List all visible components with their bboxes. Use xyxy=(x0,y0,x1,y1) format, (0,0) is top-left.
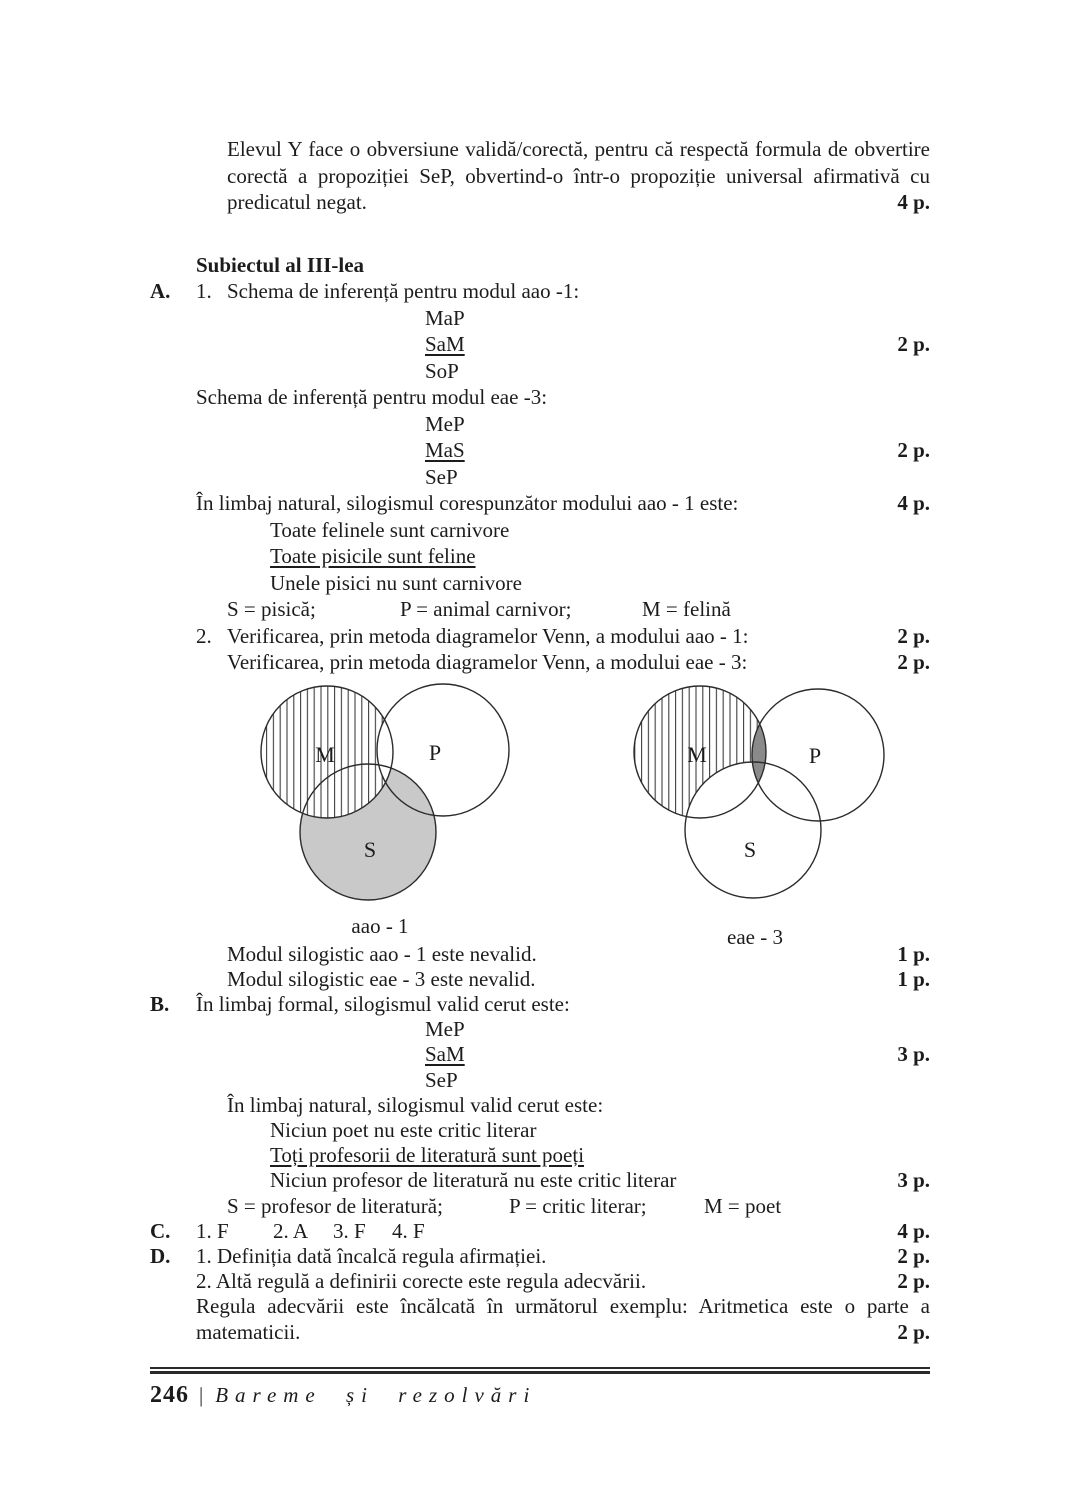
syllogism-premise: Toate felinele sunt carnivore xyxy=(270,517,510,542)
item-text: Schema de inferență pentru modul aao -1: xyxy=(227,279,580,303)
row-a-item2 xyxy=(150,623,930,650)
result-text: Modul silogistic aao - 1 este nevalid. xyxy=(227,941,537,966)
section-heading: Subiectul al III-lea xyxy=(196,252,365,277)
footer-rule xyxy=(150,1367,930,1374)
diagram-caption-eae3: eae - 3 xyxy=(727,924,783,949)
legend-s: S = profesor de literatură; xyxy=(227,1193,443,1218)
row-schema1-p1 xyxy=(150,305,930,332)
item-number: 1. xyxy=(196,279,212,303)
row-c xyxy=(150,1219,930,1244)
points-label: 1 p. xyxy=(897,941,930,966)
row-syllogism-premise2 xyxy=(150,543,930,570)
legend-s: S = pisică; xyxy=(227,597,316,621)
row-b-premise2 xyxy=(150,1143,930,1168)
item-text: 2. Altă regulă a definirii corecte este regula adecvării. xyxy=(196,1269,647,1294)
venn-label-s: S xyxy=(743,836,757,862)
syllogism-premise-underlined: Toți profesorii de literatură sunt poeți xyxy=(270,1143,585,1168)
footer-separator: | xyxy=(199,1383,204,1407)
row-b-premise1 xyxy=(150,1118,930,1143)
item-text: Verificarea, prin metoda diagramelor Venn, a modului aao - 1: xyxy=(227,623,749,648)
page-content xyxy=(150,0,930,1345)
row-b-schema-p1 xyxy=(150,1017,930,1042)
formula-line xyxy=(425,1068,930,1093)
item-text: În limbaj natural, silogismul corespunzător modului aao - 1 este: xyxy=(196,491,739,515)
lower-section xyxy=(150,942,930,1345)
row-b-intro xyxy=(150,992,930,1017)
venn-diagrams-block xyxy=(150,682,930,949)
row-natural-intro xyxy=(150,490,930,517)
item-letter-c: C. xyxy=(150,1218,171,1243)
row-schema2-intro xyxy=(150,384,930,411)
formula-line xyxy=(425,331,897,358)
venn-label-m: M xyxy=(687,741,707,767)
item-text: În limbaj formal, silogismul valid cerut este: xyxy=(196,991,570,1016)
formula-conclusion: SeP xyxy=(425,464,458,489)
formula-line xyxy=(425,358,930,385)
result-text: Modul silogistic eae - 3 este nevalid. xyxy=(227,966,536,991)
row-d-item1 xyxy=(150,1244,930,1269)
row-b-schema-conclusion xyxy=(150,1068,930,1093)
formula-premise1: MeP xyxy=(425,1017,465,1042)
points-label: 2 p. xyxy=(897,1269,930,1294)
row-legend-b xyxy=(150,1194,930,1219)
formula-line xyxy=(425,305,930,332)
venn-label-p: P xyxy=(428,739,442,765)
row-syllogism-conclusion xyxy=(150,570,930,597)
legend-p: P = critic literar; xyxy=(509,1193,647,1218)
syllogism-premise xyxy=(270,1143,930,1168)
item-letter-d: D. xyxy=(150,1243,171,1268)
item-letter-b: B. xyxy=(150,991,170,1016)
row-b-schema-p2 xyxy=(150,1042,930,1067)
points-label: 2 p. xyxy=(897,1319,930,1344)
row-b-natural-intro xyxy=(150,1093,930,1118)
points-label: 4 p. xyxy=(897,491,930,515)
row-schema1-p2 xyxy=(150,331,930,358)
footer-rule-thin xyxy=(150,1367,930,1369)
footer-text xyxy=(150,1382,930,1409)
intro-paragraph: Elevul Y face o obversiune validă/corectă, pentru că respectă formula de obvertire corectă a propoziției SeP, obvertind-o într-o propoziție universal afirmativă cu predicatul negat. xyxy=(227,137,930,214)
item-text: Verificarea, prin metoda diagramelor Venn, a modului eae - 3: xyxy=(227,650,748,674)
answers-line xyxy=(196,1219,897,1244)
points-label: 2 p. xyxy=(897,623,930,648)
row-d-item2 xyxy=(150,1269,930,1294)
formula-line xyxy=(425,437,897,464)
syllogism-conclusion: Niciun profesor de literatură nu este critic literar xyxy=(270,1168,677,1193)
answer-4: 4. F xyxy=(392,1218,425,1243)
answer-1: 1. F xyxy=(196,1218,229,1243)
row-syllogism-premise1 xyxy=(150,517,930,544)
formula-line xyxy=(425,464,930,491)
item-text: Schema de inferență pentru modul eae -3: xyxy=(196,385,548,409)
row-schema2-p2 xyxy=(150,437,930,464)
points-label: 3 p. xyxy=(897,1168,930,1193)
d-final-paragraph-block xyxy=(196,1294,930,1344)
formula-premise2-underlined: SaM xyxy=(425,1042,465,1067)
legend-m: M = felină xyxy=(642,597,731,621)
footer-rule-thick xyxy=(150,1371,930,1374)
item-text: În limbaj natural, silogismul valid cerut este: xyxy=(227,1092,604,1117)
row-b-conclusion xyxy=(150,1168,930,1193)
row-legend-a xyxy=(150,596,930,623)
syllogism-conclusion: Unele pisici nu sunt carnivore xyxy=(270,570,522,595)
points-label: 3 p. xyxy=(897,1042,930,1067)
answer-3: 3. F xyxy=(333,1218,366,1243)
venn-diagram-aao1 xyxy=(250,682,510,912)
points-label: 2 p. xyxy=(897,332,930,356)
formula-conclusion: SeP xyxy=(425,1067,458,1092)
legend-line xyxy=(227,1194,930,1219)
intro-paragraph-block xyxy=(227,136,930,216)
row-a-item1 xyxy=(150,278,930,305)
legend-line xyxy=(227,596,930,623)
formula-conclusion: SoP xyxy=(425,358,459,383)
syllogism-premise xyxy=(270,543,930,570)
points-label: 2 p. xyxy=(897,438,930,462)
syllogism-premise-underlined: Toate pisicile sunt feline xyxy=(270,544,476,568)
venn-label-m: M xyxy=(315,741,335,767)
d-final-paragraph: Regula adecvării este încălcată în următorul exemplu: Aritmetica este o parte a matematicii. xyxy=(196,1294,930,1344)
venn-label-s: S xyxy=(363,836,377,862)
syllogism-premise: Niciun poet nu este critic literar xyxy=(270,1117,537,1142)
formula-line xyxy=(425,1042,897,1067)
row-result2 xyxy=(150,967,930,992)
item-text: 1. Definiția dată încalcă regula afirmației. xyxy=(196,1243,547,1268)
points-label: 2 p. xyxy=(897,650,930,674)
book-title: Bareme și rezolvări xyxy=(215,1383,537,1407)
formula-line xyxy=(425,1017,930,1042)
page-footer xyxy=(150,1367,930,1409)
row-schema2-p1 xyxy=(150,411,930,438)
points-label: 4 p. xyxy=(897,190,930,214)
formula-premise1: MeP xyxy=(425,411,465,436)
formula-premise1: MaP xyxy=(425,305,465,330)
venn-label-p: P xyxy=(808,742,822,768)
row-a-item3 xyxy=(150,649,930,676)
item-letter-a: A. xyxy=(150,279,171,303)
diagram-caption-aao1: aao - 1 xyxy=(351,913,409,938)
row-schema1-conclusion xyxy=(150,358,930,385)
item-number: 2. xyxy=(196,623,212,648)
formula-line xyxy=(425,411,930,438)
points-label: 1 p. xyxy=(897,966,930,991)
legend-p: P = animal carnivor; xyxy=(400,597,572,621)
venn-diagram-eae3 xyxy=(625,682,885,912)
venn-circle-p xyxy=(377,684,509,816)
formula-premise2-underlined: SaM xyxy=(425,332,465,356)
formula-premise2-underlined: MaS xyxy=(425,438,465,462)
points-label: 4 p. xyxy=(897,1218,930,1243)
answer-2: 2. A xyxy=(273,1218,309,1243)
page-number: 246 xyxy=(150,1382,189,1408)
legend-m: M = poet xyxy=(704,1193,782,1218)
row-schema2-conclusion xyxy=(150,464,930,491)
points-label: 2 p. xyxy=(897,1243,930,1268)
